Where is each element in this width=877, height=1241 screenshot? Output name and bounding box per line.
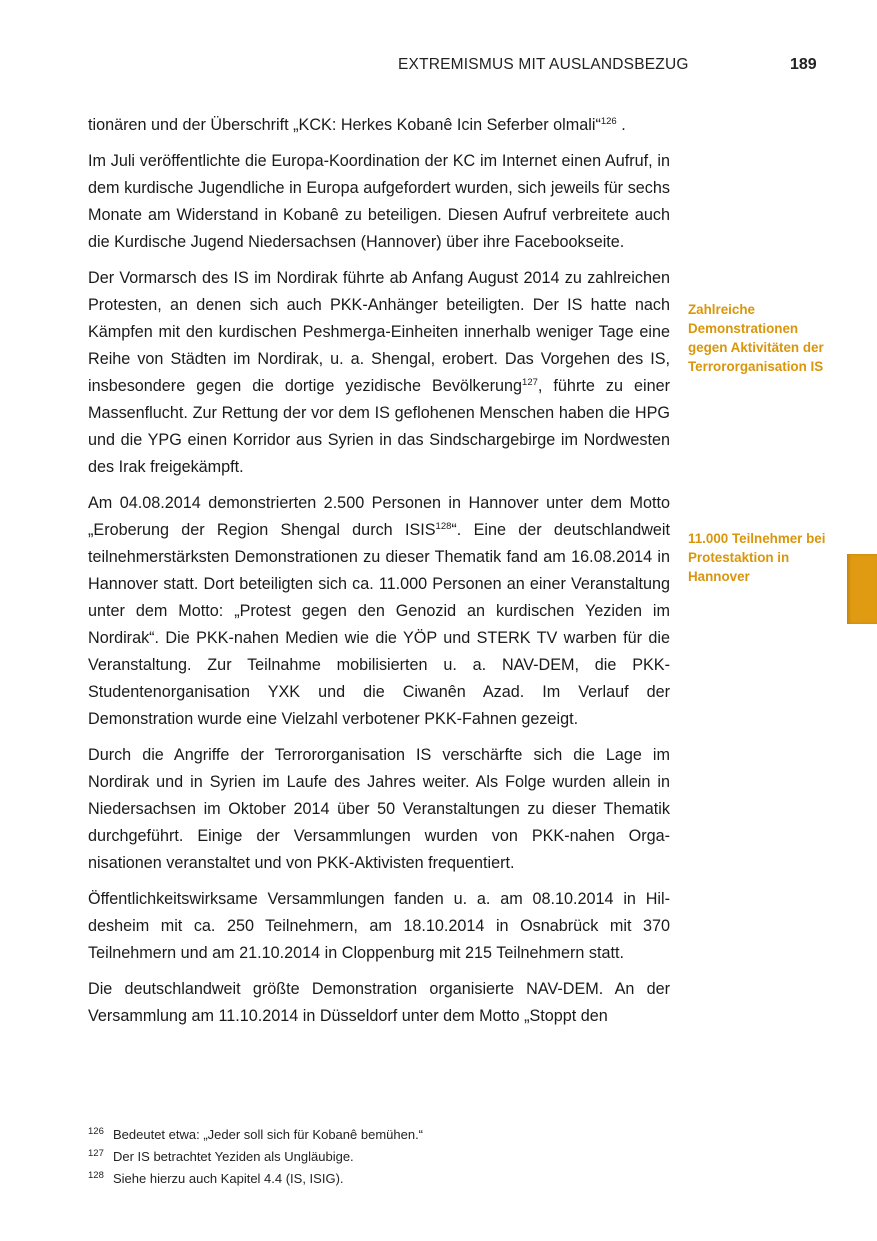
footnote-text: Bedeutet etwa: „Jeder soll sich für Kobanê bemühen.“	[113, 1127, 424, 1142]
footnote-128	[88, 1168, 670, 1190]
paragraph-text: Öffentlichkeitswirksame Versammlungen fanden u. a. am 08.10.2014 in Hildesheim mit ca. 250 Teilnehmern, am 18.10.2014 in Osnabrück mit 370 Teilnehmern und am 21.10.2014 in Cloppenburg mit 215 Teilnehmern statt.	[88, 890, 670, 962]
footnote-ref-128[interactable]: 128	[435, 521, 452, 532]
paragraph-1	[88, 112, 670, 139]
footnote-ref-126[interactable]: 126	[600, 116, 617, 127]
paragraph-3	[88, 265, 670, 481]
footnote-number: 126	[88, 1126, 104, 1137]
footnote-ref-127[interactable]: 127	[522, 377, 538, 388]
paragraph-6	[88, 886, 670, 967]
marginal-note-demonstrations: Zahlreiche Demonstrationen gegen Aktivitäten der Terrororganisation IS	[688, 302, 824, 374]
paragraph-text: “. Eine der deutschlandweit teilnehmerstärksten Demonstrationen zu dieser Thematik fand am 16.08.2014 in Hannover statt. Dort beteiligten sich ca. 11.000 Personen an einer Veranstaltung unter dem Motto: „Protest gegen den Genozid an kurdischen Yeziden im Nordirak“. Die PKK-nahen Medien wie die YÖP und STERK TV warben für die Veranstaltung. Zur Teilnahme mobilisierten u. a. NAV-DEM, die PKK-Studentenorganisation YXK und die Ciwanên Azad. Im Verlauf der Demonstration wurde eine Vielzahl verbotener PKK-Fahnen gezeigt.	[88, 521, 670, 728]
paragraph-5	[88, 742, 670, 877]
footnote-number: 128	[88, 1170, 104, 1181]
marginal-note-hannover: 11.000 Teilnehmer bei Protestaktion in Hannover	[688, 531, 826, 584]
page-number: 189	[790, 56, 817, 73]
paragraph-text: Im Juli veröffentlichte die Europa-Koordination der KC im Internet einen Aufruf, in dem kurdische Jugendliche in Europa aufgefordert wurden, sich jeweils für sechs Monate am Widerstand in Kobanê zu beteiligen. Diesen Aufruf verbreitete auch die Kurdische Jugend Niedersachsen (Hannover) über ihre Facebookseite.	[88, 152, 670, 251]
footnote-127	[88, 1146, 670, 1168]
paragraph-text: .	[616, 116, 626, 134]
paragraph-text: , führte zu einer Massenflucht. Zur Rettung der vor dem IS geflohenen Menschen haben die HPG und die YPG einen Korridor aus Syrien in das Sindschargebirge im Nordwesten des Irak freigekämpft.	[88, 377, 670, 476]
chapter-tab-marker	[847, 554, 877, 624]
paragraph-text: Durch die Angriffe der Terrororganisation IS verschärfte sich die Lage im Nordirak und in Syrien im Laufe des Jahres weiter. Als Folge wurden allein in Niedersachsen im Oktober 2014 über 50 Veranstaltungen zu dieser Thematik durchgeführt. Einige der Versammlungen wurden von PKK-nahen Organisationen veranstaltet und von PKK-Aktivisten frequentiert.	[88, 746, 670, 872]
paragraph-text: Die deutschlandweit größte Demonstration organisierte NAV-DEM. An der Versammlung am 11.10.2014 in Düsseldorf unter dem Motto „Stoppt den	[88, 980, 670, 1025]
footnote-126	[88, 1124, 670, 1146]
footnotes	[88, 1124, 670, 1190]
footnote-number: 127	[88, 1148, 104, 1159]
footnote-text: Der IS betrachtet Yeziden als Ungläubige.	[113, 1149, 354, 1164]
main-text-column	[88, 112, 670, 1039]
paragraph-text: tionären und der Überschrift „KCK: Herkes Kobanê Icin Seferber olmali“	[88, 116, 601, 134]
footnote-text: Siehe hierzu auch Kapitel 4.4 (IS, ISIG).	[113, 1171, 344, 1186]
paragraph-7	[88, 976, 670, 1030]
paragraph-4	[88, 490, 670, 733]
paragraph-2	[88, 148, 670, 256]
paragraph-text: Am 04.08.2014 demonstrierten 2.500 Personen in Hannover unter dem Motto „Eroberung der Region Shengal durch ISIS	[88, 494, 670, 539]
running-header-title: EXTREMISMUS MIT AUSLANDSBEZUG	[398, 56, 689, 73]
paragraph-text: Der Vormarsch des IS im Nordirak führte ab Anfang August 2014 zu zahlreichen Protesten, an denen sich auch PKK-Anhänger beteiligten. Der IS hatte nach Kämpfen mit den kurdischen Peshmerga-Einheiten innerhalb weniger Tage eine Reihe von Städten im Nordirak, u. a. Shengal, erobert. Das Vorgehen des IS, insbesondere gegen die dortige yezidische Bevölkerung	[88, 269, 670, 395]
